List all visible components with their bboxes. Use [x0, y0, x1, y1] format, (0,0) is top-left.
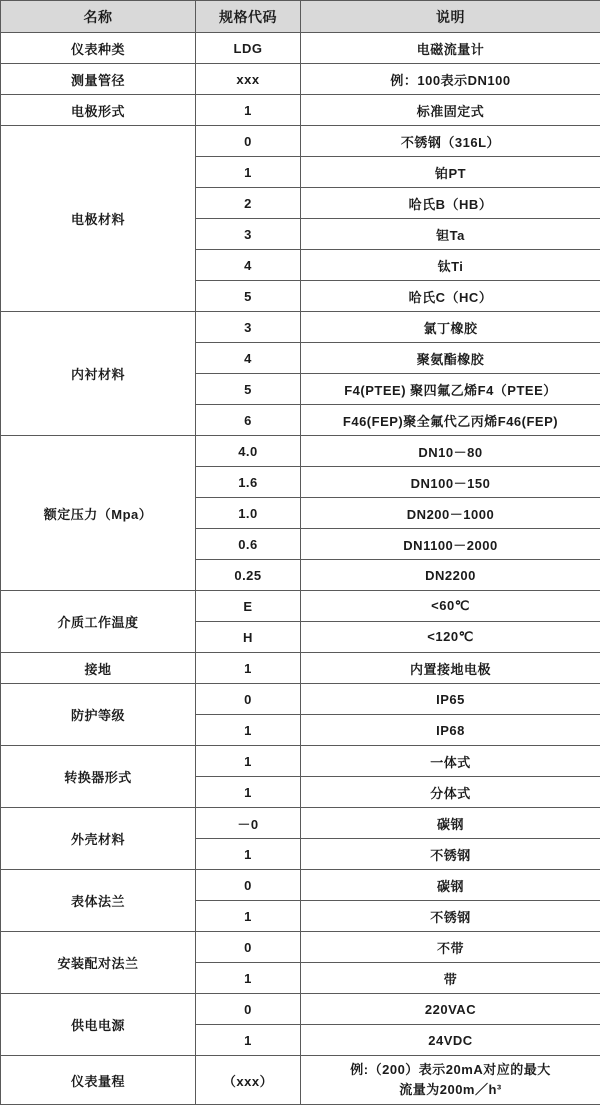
description-cell: 碳钢 — [301, 870, 600, 901]
spec-code-cell: 0.25 — [196, 560, 301, 591]
description-cell: DN2200 — [301, 560, 600, 591]
description-cell: 电磁流量计 — [301, 33, 600, 64]
row-name-cell: 供电电源 — [1, 994, 196, 1056]
spec-code-cell: LDG — [196, 33, 301, 64]
table-row — [1, 932, 600, 963]
description-cell: 哈氏B（HB） — [301, 188, 600, 219]
spec-code-cell: 1 — [196, 746, 301, 777]
description-cell: 碳钢 — [301, 808, 600, 839]
spec-code-cell: 1 — [196, 157, 301, 188]
spec-code-cell: （xxx） — [196, 1056, 301, 1105]
description-cell: F4(PTEE) 聚四氟乙烯F4（PTEE） — [301, 374, 600, 405]
description-cell: <60℃ — [301, 591, 600, 622]
table-row — [1, 95, 600, 126]
table-header — [1, 1, 600, 33]
spec-code-cell: E — [196, 591, 301, 622]
description-cell: 聚氨酯橡胶 — [301, 343, 600, 374]
spec-code-cell: 1 — [196, 1025, 301, 1056]
spec-code-cell: 1.0 — [196, 498, 301, 529]
description-cell: 铂PT — [301, 157, 600, 188]
spec-code-cell: 4.0 — [196, 436, 301, 467]
spec-code-cell: 6 — [196, 405, 301, 436]
row-name-cell: 内衬材料 — [1, 312, 196, 436]
spec-code-cell: 5 — [196, 281, 301, 312]
table-row — [1, 870, 600, 901]
description-cell: 24VDC — [301, 1025, 600, 1056]
table-row — [1, 33, 600, 64]
table-row — [1, 808, 600, 839]
description-cell: DN1100－2000 — [301, 529, 600, 560]
description-cell: 内置接地电极 — [301, 653, 600, 684]
description-cell: 一体式 — [301, 746, 600, 777]
spec-code-cell: 1 — [196, 963, 301, 994]
spec-code-cell: 0.6 — [196, 529, 301, 560]
row-name-cell: 电极形式 — [1, 95, 196, 126]
row-name-cell: 仪表量程 — [1, 1056, 196, 1105]
description-cell: F46(FEP)聚全氟代乙丙烯F46(FEP) — [301, 405, 600, 436]
spec-code-cell: xxx — [196, 64, 301, 95]
table-row — [1, 591, 600, 622]
spec-code-cell: 1 — [196, 901, 301, 932]
description-cell: 带 — [301, 963, 600, 994]
description-line: 流量为200m／h³ — [301, 1080, 600, 1100]
table-row — [1, 64, 600, 95]
spec-code-cell: 0 — [196, 126, 301, 157]
description-cell: IP65 — [301, 684, 600, 715]
row-name-cell: 接地 — [1, 653, 196, 684]
table-row — [1, 312, 600, 343]
description-cell: 钽Ta — [301, 219, 600, 250]
spec-code-cell: 1 — [196, 839, 301, 870]
header-name: 名称 — [1, 1, 196, 33]
table-row — [1, 684, 600, 715]
header-row — [1, 1, 600, 33]
row-name-cell: 安装配对法兰 — [1, 932, 196, 994]
description-cell: 不锈钢（316L） — [301, 126, 600, 157]
table-row — [1, 1056, 600, 1105]
row-name-cell: 仪表种类 — [1, 33, 196, 64]
description-multiline — [301, 1060, 600, 1100]
table-row — [1, 436, 600, 467]
description-cell: 不锈钢 — [301, 839, 600, 870]
description-cell: 例：100表示DN100 — [301, 64, 600, 95]
row-name-cell: 测量管径 — [1, 64, 196, 95]
table-row — [1, 126, 600, 157]
row-name-cell: 介质工作温度 — [1, 591, 196, 653]
spec-code-cell: 1 — [196, 715, 301, 746]
description-cell: 钛Ti — [301, 250, 600, 281]
spec-code-cell: 0 — [196, 870, 301, 901]
spec-code-cell: 3 — [196, 312, 301, 343]
description-line: 例:（200）表示20mA对应的最大 — [301, 1060, 600, 1080]
row-name-cell: 转换器形式 — [1, 746, 196, 808]
spec-code-cell: 3 — [196, 219, 301, 250]
row-name-cell: 电极材料 — [1, 126, 196, 312]
description-cell: 标准固定式 — [301, 95, 600, 126]
header-description: 说明 — [301, 1, 600, 33]
table-body — [1, 33, 600, 1105]
description-cell: IP68 — [301, 715, 600, 746]
row-name-cell: 额定压力（Mpa） — [1, 436, 196, 591]
description-cell: 不锈钢 — [301, 901, 600, 932]
row-name-cell: 表体法兰 — [1, 870, 196, 932]
description-cell: DN100－150 — [301, 467, 600, 498]
spec-code-cell: 0 — [196, 684, 301, 715]
spec-code-cell: H — [196, 622, 301, 653]
table-row — [1, 746, 600, 777]
spec-code-cell: 2 — [196, 188, 301, 219]
description-cell: DN200－1000 — [301, 498, 600, 529]
table-row — [1, 653, 600, 684]
spec-code-cell: －0 — [196, 808, 301, 839]
spec-code-cell: 4 — [196, 343, 301, 374]
spec-code-cell: 0 — [196, 932, 301, 963]
spec-code-cell: 4 — [196, 250, 301, 281]
description-cell: <120℃ — [301, 622, 600, 653]
row-name-cell: 外壳材料 — [1, 808, 196, 870]
spec-code-cell: 0 — [196, 994, 301, 1025]
description-cell: DN10－80 — [301, 436, 600, 467]
spec-code-cell: 1 — [196, 95, 301, 126]
description-cell — [301, 1056, 600, 1105]
description-cell: 哈氏C（HC） — [301, 281, 600, 312]
description-cell: 分体式 — [301, 777, 600, 808]
header-code: 规格代码 — [196, 1, 301, 33]
spec-code-cell: 5 — [196, 374, 301, 405]
table-row — [1, 994, 600, 1025]
description-cell: 氯丁橡胶 — [301, 312, 600, 343]
spec-code-cell: 1 — [196, 777, 301, 808]
description-cell: 220VAC — [301, 994, 600, 1025]
spec-code-cell: 1.6 — [196, 467, 301, 498]
spec-code-cell: 1 — [196, 653, 301, 684]
description-cell: 不带 — [301, 932, 600, 963]
row-name-cell: 防护等级 — [1, 684, 196, 746]
